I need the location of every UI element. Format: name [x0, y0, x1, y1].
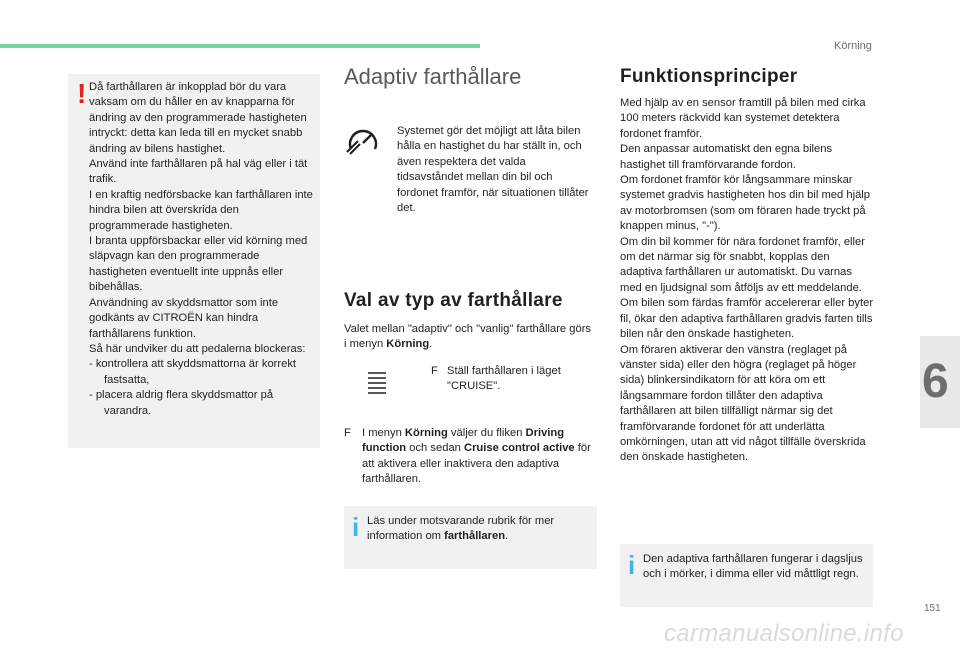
menu-lines-icon [368, 370, 386, 398]
info-text-end: . [505, 530, 509, 543]
step-two-part: I menyn [362, 427, 405, 439]
principles-paragraph: Med hjälp av en sensor framtill på bilen med cirka 100 meters räckvidd kan systemet detektera fordonet framför. [620, 97, 866, 140]
warning-paragraph: I branta uppförsbackar eller vid körning med släpvagn kan den programmerade hastigheten eventuellt inte uppnås eller bibehållas. [89, 235, 308, 294]
warning-list-item: - placera aldrig flera skyddsmattor på varandra. [89, 389, 274, 417]
page-number: 151 [924, 603, 941, 614]
info-text [367, 514, 587, 545]
step-two-part: väljer du fliken [447, 427, 526, 439]
principles-paragraph: Om fordonet framför kör långsammare minskar systemet gradvis hastigheten hos din bil med hjälp av motorbromsen (som om föraren hade tryckt på knappen minus, "-"). [620, 174, 870, 233]
warning-paragraph: Så här undviker du att pedalerna blockeras: [89, 342, 306, 355]
step-one: Ställ farthållaren i läget "CRUISE". [447, 365, 561, 393]
principles-paragraph: Om bilen som färdas framför accelererar eller byter fil, ökar den adaptiva farthållaren gradvis farten tills bilen når den önskade hastigheten. [620, 297, 874, 341]
watermark: carmanualsonline.info [664, 620, 904, 647]
warning-paragraph: Användning av skyddsmattor som inte godkänts av CITROËN kan hindra farthållarens funktion. [89, 296, 279, 340]
info-text: Den adaptiva farthållaren fungerar i dagsljus och i mörker, i dimma eller vid måttligt regn. [643, 553, 863, 581]
principles-text [620, 96, 874, 466]
step-two-option: Cruise control active [463, 442, 575, 455]
warning-paragraph: Då farthållaren är inkopplad bör du vara vaksam om du håller en av knapparna för ändring av den programmerade hastigheten intryckt: detta kan leda till en mycket snabb ändring av bilens hastighet. [89, 81, 307, 155]
info-box [620, 544, 873, 607]
step-bullet: F [431, 365, 438, 377]
principles-paragraph: Om din bil kommer för nära fordonet framför, eller om det närmar sig för snabbt, kopplas den adaptiva farthållaren ur automatiskt. Du varnas med en ljudsignal som åtföljs av ett meddelande. [620, 235, 865, 294]
info-icon: i [628, 550, 636, 580]
selection-text-menu: Körning [386, 338, 430, 351]
info-box [344, 506, 597, 569]
info-text-term: farthållaren [444, 530, 506, 543]
warning-paragraph: I en kraftig nedförsbacke kan farthållaren inte hindra bilen att överskrida den programmerade hastigheten. [89, 188, 313, 232]
top-accent-bar [0, 44, 480, 48]
speedometer-icon [346, 126, 380, 156]
step-two [362, 426, 596, 488]
chapter-number: 6 [922, 355, 949, 408]
warning-box [68, 74, 320, 448]
step-two-menu: Körning [404, 427, 448, 439]
selection-text-part: Valet mellan "adaptiv" och "vanlig" farthållare görs i menyn [344, 323, 592, 351]
info-icon: i [352, 512, 360, 542]
step-two-tab: Driving function [362, 427, 565, 455]
warning-list-item: - kontrollera att skyddsmattorna är korrekt fastsatta, [89, 358, 297, 386]
step-two-part: för att aktivera eller inaktivera den adaptiva farthållaren. [362, 442, 591, 486]
step-two-part: och sedan [406, 442, 464, 455]
warning-paragraph: Använd inte farthållaren på hal väg eller i tät trafik. [89, 158, 308, 186]
adaptive-intro: Systemet gör det möjligt att låta bilen hålla en hastighet du har ställt in, och även respektera det valda tidsavståndet mellan din bil och fordonet framför, när situationen tillåter det. [397, 125, 589, 215]
principles-paragraph: Den anpassar automatiskt den egna bilens hastighet till framförvarande fordon. [620, 143, 833, 171]
info-text-part: Läs under motsvarande rubrik för mer information om [367, 515, 555, 543]
principles-title: Funktionsprinciper [620, 66, 798, 87]
adaptive-title: Adaptiv farthållare [344, 64, 522, 89]
step-bullet: F [344, 427, 351, 439]
selection-text-end: . [429, 338, 433, 351]
principles-paragraph: Om föraren aktiverar den vänstra (reglaget på vänster sida) eller den högra (reglaget på höger sida) blinkersindikatorn för att köra om ett långsammare fordon tillåter den adaptiva farthållaren att bilen tillfälligt närmar sig det framförvarande fordonet för att underlätta omkörningen, utan att vid något tillfälle överskrida den önskade hastigheten. [620, 343, 866, 464]
exclamation-icon: ! [77, 78, 87, 109]
selection-text [344, 322, 596, 353]
section-title: Körning [834, 40, 872, 52]
selection-title: Val av typ av farthållare [344, 290, 563, 311]
warning-text [89, 80, 317, 419]
